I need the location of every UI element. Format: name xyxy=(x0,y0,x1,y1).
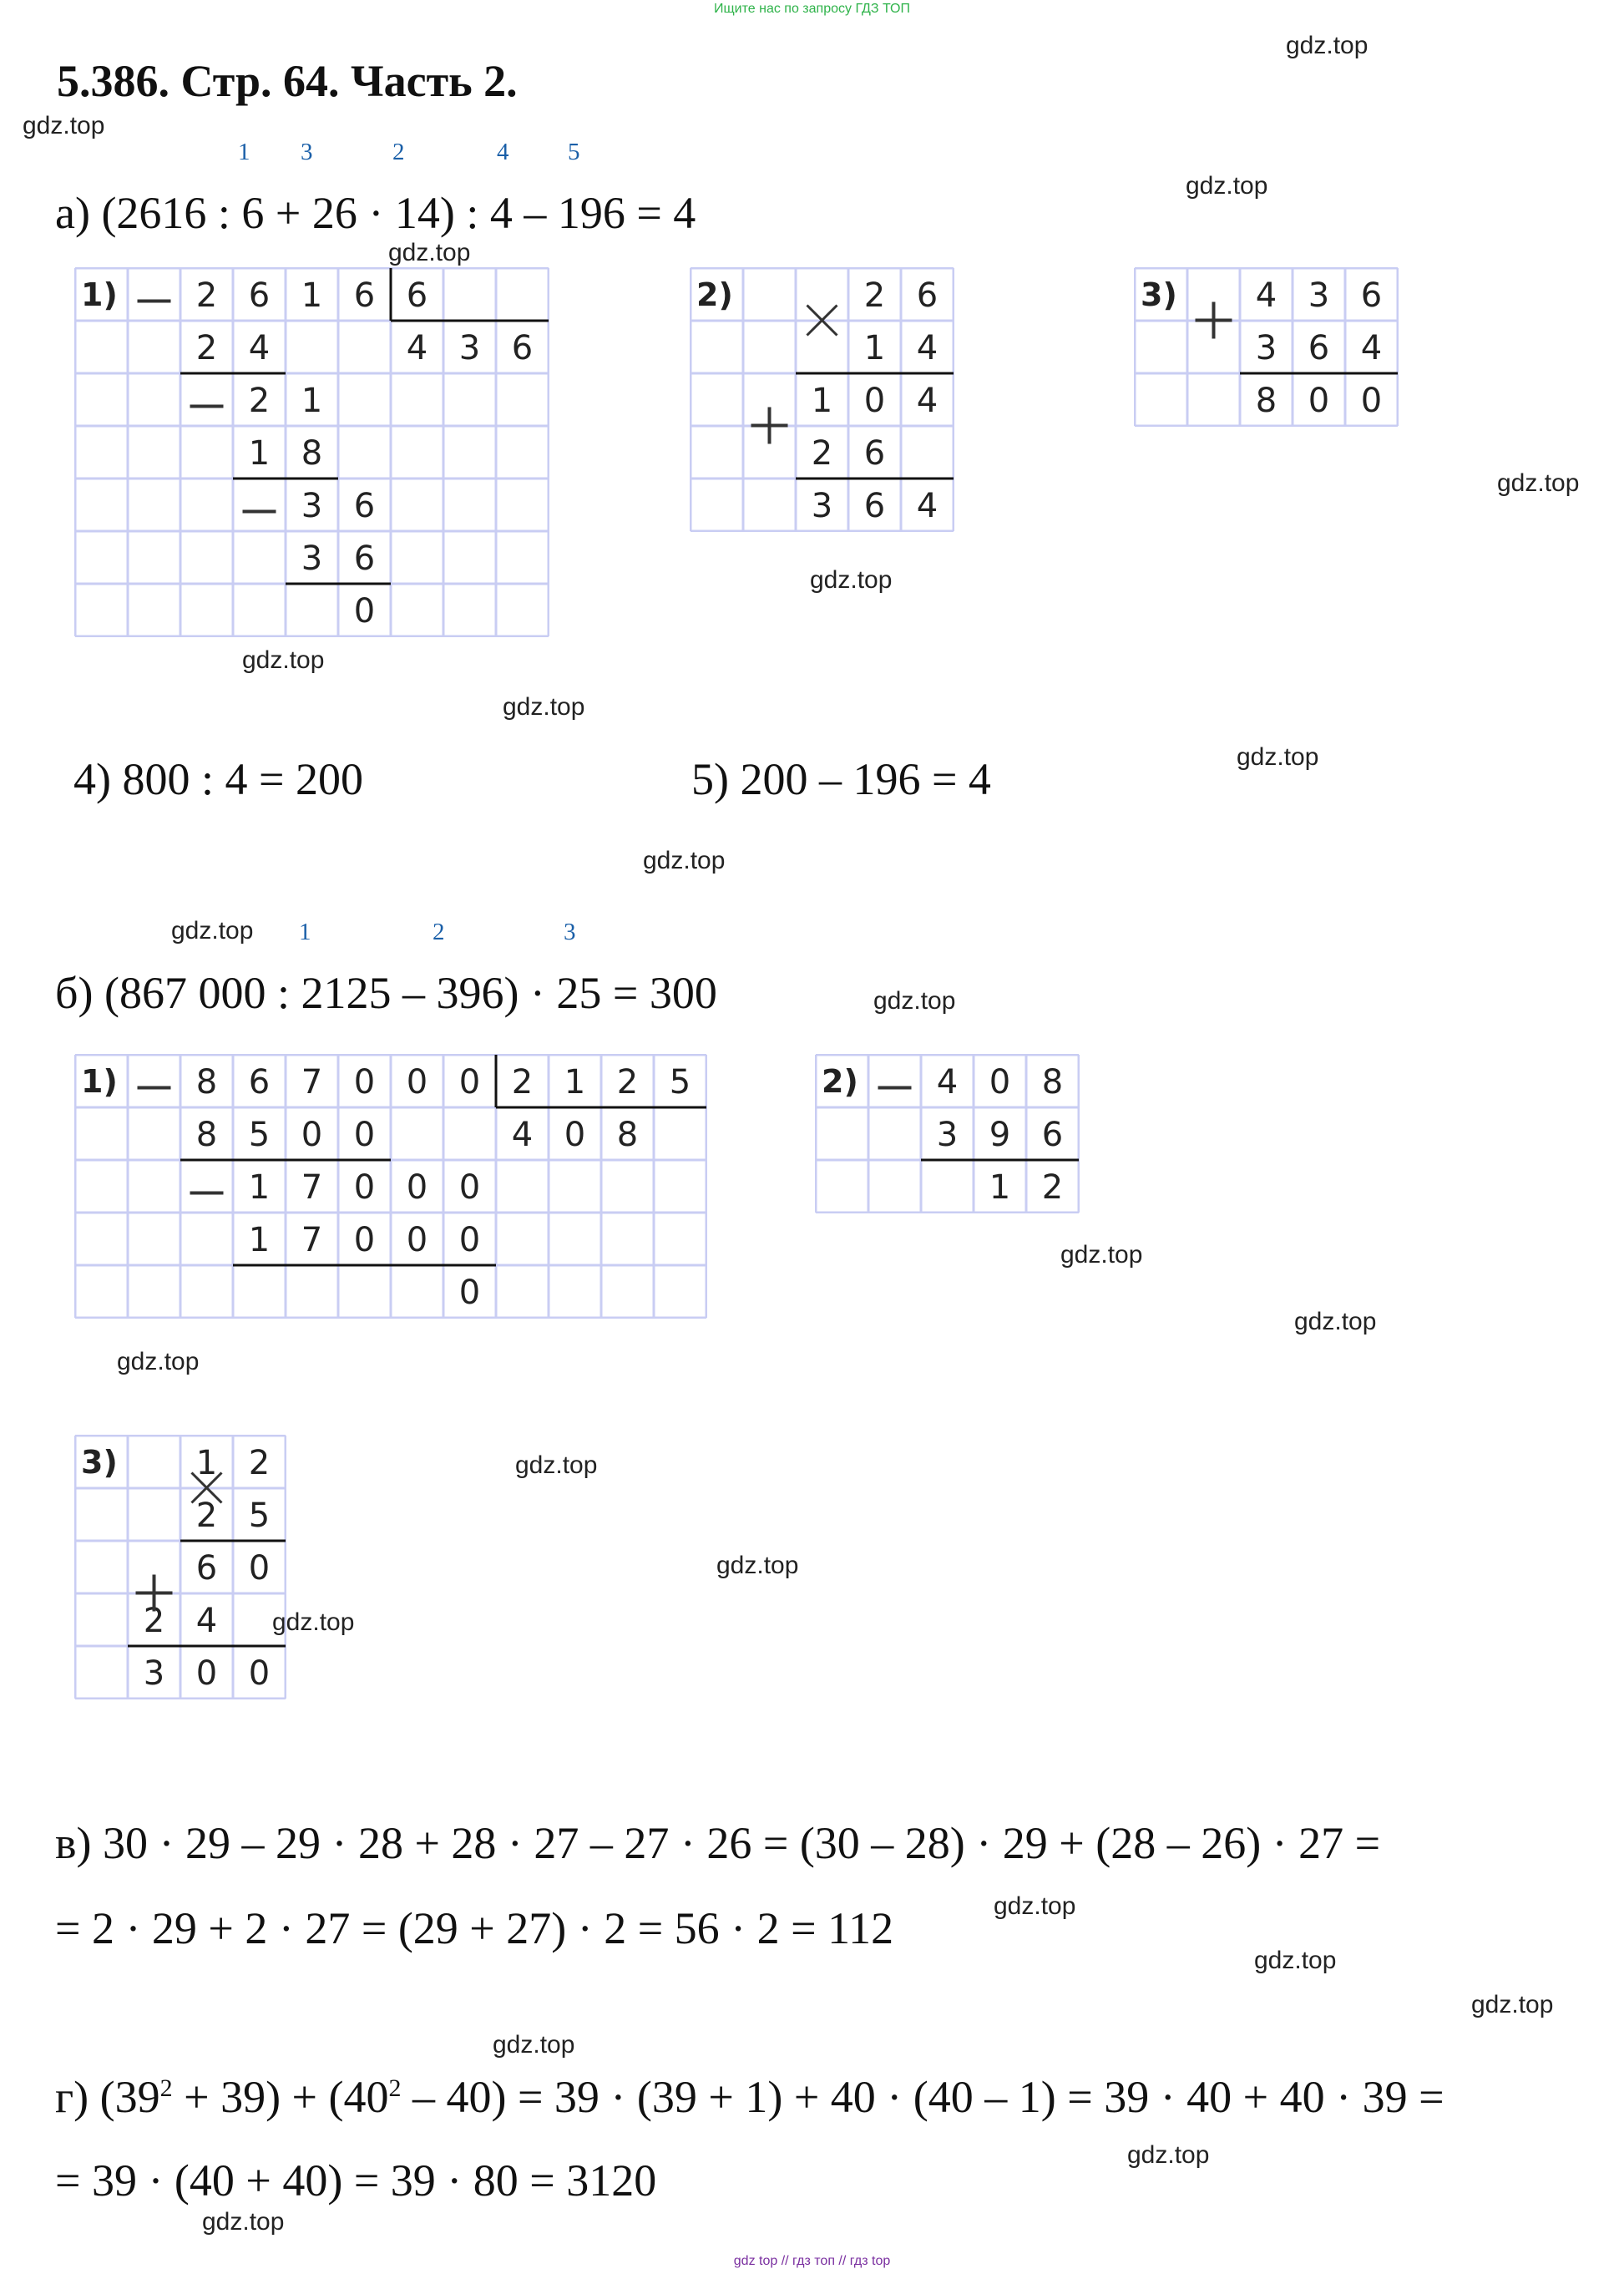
digit: 1 xyxy=(811,382,833,420)
order-number: 2 xyxy=(433,919,445,945)
page-title: 5.386. Стр. 64. Часть 2. xyxy=(57,56,518,106)
expression-a: а) (2616 : 6 + 26 · 14) : 4 – 196 = 4 xyxy=(55,188,696,238)
plus-sign-icon xyxy=(136,1575,173,1612)
digit: 4 xyxy=(916,382,938,420)
order-number: 5 xyxy=(568,139,580,165)
digit: 9 xyxy=(989,1116,1011,1154)
order-number: 4 xyxy=(497,139,509,165)
watermark: gdz.top xyxy=(643,847,726,874)
digit: 2 xyxy=(511,1063,534,1102)
digit: 0 xyxy=(458,1221,481,1259)
expression-g-part3: – 40) = 39 · (39 + 1) + 40 · (40 – 1) = 39 · 40 + 40 · 39 = xyxy=(401,2072,1444,2122)
watermark: gdz.top xyxy=(202,2208,285,2236)
watermark: gdz.top xyxy=(503,693,585,721)
watermark: gdz.top xyxy=(1127,2141,1210,2169)
digit: 3 xyxy=(143,1654,165,1693)
watermark: gdz.top xyxy=(1294,1308,1377,1335)
digit: 0 xyxy=(406,1168,428,1207)
watermark: gdz.top xyxy=(1237,743,1319,771)
b1-svg xyxy=(74,1054,707,1319)
division-b1 xyxy=(74,1054,707,1319)
calc-label: 3) xyxy=(1141,276,1177,313)
a1-svg xyxy=(74,267,549,637)
watermark: gdz.top xyxy=(242,646,325,674)
digit: 0 xyxy=(353,1116,376,1154)
watermark: gdz.top xyxy=(810,566,893,594)
digit: 3 xyxy=(936,1116,959,1154)
expression-g-part1: г) (39 xyxy=(55,2072,160,2122)
digit: 3 xyxy=(1308,276,1330,315)
digit: 3 xyxy=(1255,329,1277,367)
calc-label: 1) xyxy=(81,276,118,313)
digit: 6 xyxy=(1308,329,1330,367)
step-a4: 4) 800 : 4 = 200 xyxy=(73,754,363,804)
digit: 6 xyxy=(353,276,376,315)
digit: 6 xyxy=(248,1063,271,1102)
digit: 6 xyxy=(1360,276,1383,315)
digit: 0 xyxy=(1308,382,1330,420)
digit: 0 xyxy=(564,1116,586,1154)
digit: 6 xyxy=(863,434,886,473)
digit: 0 xyxy=(195,1654,218,1693)
digit: 0 xyxy=(406,1063,428,1102)
digit: 2 xyxy=(143,1602,165,1640)
order-number: 1 xyxy=(299,919,311,945)
digit: 6 xyxy=(248,276,271,315)
digit: 1 xyxy=(248,434,271,473)
digit: 4 xyxy=(916,329,938,367)
expression-v-line1: в) 30 · 29 – 29 · 28 + 28 · 27 – 27 · 26 = (30 – 28) · 29 + (28 – 26) · 27 = xyxy=(55,1818,1381,1868)
digit: 2 xyxy=(248,1444,271,1482)
watermark: gdz.top xyxy=(1497,469,1580,497)
expression-g-line2: = 39 · (40 + 40) = 39 · 80 = 3120 xyxy=(55,2155,657,2206)
digit: 8 xyxy=(195,1116,218,1154)
digit: 4 xyxy=(195,1602,218,1640)
digit: 0 xyxy=(248,1549,271,1588)
expression-g-part2: + 39) + (40 xyxy=(172,2072,389,2122)
digit: 2 xyxy=(195,329,218,367)
order-number: 3 xyxy=(564,919,576,945)
digit: 6 xyxy=(353,539,376,578)
digit: 6 xyxy=(195,1549,218,1588)
digit: 3 xyxy=(811,487,833,525)
calc-label: 2) xyxy=(822,1063,858,1100)
digit: 4 xyxy=(511,1116,534,1154)
digit: 8 xyxy=(616,1116,639,1154)
plus-sign-icon xyxy=(1196,302,1232,339)
watermark: gdz.top xyxy=(1186,172,1268,200)
digit: 0 xyxy=(989,1063,1011,1102)
digit: 6 xyxy=(353,487,376,525)
a2-svg xyxy=(690,267,954,532)
digit: 1 xyxy=(195,1444,218,1482)
digit: 5 xyxy=(669,1063,691,1102)
addition-a3 xyxy=(1134,267,1399,427)
expression-b: б) (867 000 : 2125 – 396) · 25 = 300 xyxy=(55,968,717,1018)
digit: 0 xyxy=(353,592,376,631)
watermark: gdz.top xyxy=(272,1608,355,1636)
digit: 0 xyxy=(353,1221,376,1259)
digit: 0 xyxy=(353,1063,376,1102)
expression-g-line1 xyxy=(55,2074,1444,2120)
digit: 1 xyxy=(301,382,323,420)
digit: 8 xyxy=(1255,382,1277,420)
step-a5: 5) 200 – 196 = 4 xyxy=(691,754,991,804)
digit: 1 xyxy=(301,276,323,315)
digit: 6 xyxy=(406,276,428,315)
digit: 7 xyxy=(301,1221,323,1259)
order-number: 2 xyxy=(392,139,405,165)
exponent: 2 xyxy=(159,2074,173,2102)
digit: 2 xyxy=(248,382,271,420)
top-banner[interactable]: Ищите нас по запросу ГДЗ ТОП xyxy=(714,2,910,16)
watermark: gdz.top xyxy=(1286,32,1369,59)
digit: 0 xyxy=(353,1168,376,1207)
order-number: 3 xyxy=(301,139,313,165)
exponent: 2 xyxy=(388,2074,402,2102)
digit: 2 xyxy=(863,276,886,315)
digit: 2 xyxy=(195,276,218,315)
b3-svg xyxy=(74,1435,286,1699)
expression-v-line2: = 2 · 29 + 2 · 27 = (29 + 27) · 2 = 56 · 2 = 112 xyxy=(55,1903,894,1953)
digit: 2 xyxy=(1041,1168,1064,1207)
digit: 2 xyxy=(195,1497,218,1535)
digit: 1 xyxy=(248,1221,271,1259)
watermark: gdz.top xyxy=(171,917,254,945)
calc-label: 2) xyxy=(696,276,733,313)
digit: 2 xyxy=(811,434,833,473)
digit: 0 xyxy=(248,1654,271,1693)
digit: 7 xyxy=(301,1168,323,1207)
watermark: gdz.top xyxy=(716,1552,799,1579)
b2-svg xyxy=(815,1054,1080,1213)
order-number: 1 xyxy=(238,139,250,165)
digit: 6 xyxy=(916,276,938,315)
calc-label: 3) xyxy=(81,1444,118,1481)
digit: 6 xyxy=(1041,1116,1064,1154)
digit: 4 xyxy=(406,329,428,367)
watermark: gdz.top xyxy=(1060,1241,1143,1269)
digit: 7 xyxy=(301,1063,323,1102)
watermark: gdz.top xyxy=(1471,1991,1554,2018)
watermark: gdz.top xyxy=(388,239,471,266)
digit: 0 xyxy=(458,1063,481,1102)
digit: 4 xyxy=(916,487,938,525)
watermark: gdz.top xyxy=(1254,1947,1337,1974)
digit: 1 xyxy=(564,1063,586,1102)
digit: 3 xyxy=(301,487,323,525)
digit: 0 xyxy=(458,1168,481,1207)
watermark: gdz.top xyxy=(23,112,105,139)
digit: 0 xyxy=(863,382,886,420)
multiplication-b3 xyxy=(74,1435,286,1699)
digit: 0 xyxy=(458,1274,481,1312)
digit: 0 xyxy=(406,1221,428,1259)
watermark: gdz.top xyxy=(873,987,956,1015)
digit: 8 xyxy=(301,434,323,473)
a3-svg xyxy=(1134,267,1399,427)
watermark: gdz.top xyxy=(117,1348,200,1375)
digit: 5 xyxy=(248,1497,271,1535)
subtraction-b2 xyxy=(815,1054,1080,1213)
calc-label: 1) xyxy=(81,1063,118,1100)
digit: 4 xyxy=(1255,276,1277,315)
footer[interactable]: gdz top // гдз топ // гдз top xyxy=(733,2254,891,2268)
digit: 8 xyxy=(1041,1063,1064,1102)
division-a1 xyxy=(74,267,549,637)
digit: 0 xyxy=(301,1116,323,1154)
digit: 1 xyxy=(989,1168,1011,1207)
digit: 4 xyxy=(1360,329,1383,367)
digit: 8 xyxy=(195,1063,218,1102)
digit: 1 xyxy=(248,1168,271,1207)
digit: 2 xyxy=(616,1063,639,1102)
digit: 6 xyxy=(863,487,886,525)
digit: 3 xyxy=(301,539,323,578)
digit: 0 xyxy=(1360,382,1383,420)
plus-sign-icon xyxy=(751,408,788,444)
digit: 3 xyxy=(458,329,481,367)
digit: 4 xyxy=(248,329,271,367)
multiplication-a2 xyxy=(690,267,954,532)
watermark: gdz.top xyxy=(493,2031,575,2059)
digit: 6 xyxy=(511,329,534,367)
digit: 5 xyxy=(248,1116,271,1154)
watermark: gdz.top xyxy=(994,1892,1076,1920)
watermark: gdz.top xyxy=(515,1451,598,1479)
digit: 4 xyxy=(936,1063,959,1102)
digit: 1 xyxy=(863,329,886,367)
